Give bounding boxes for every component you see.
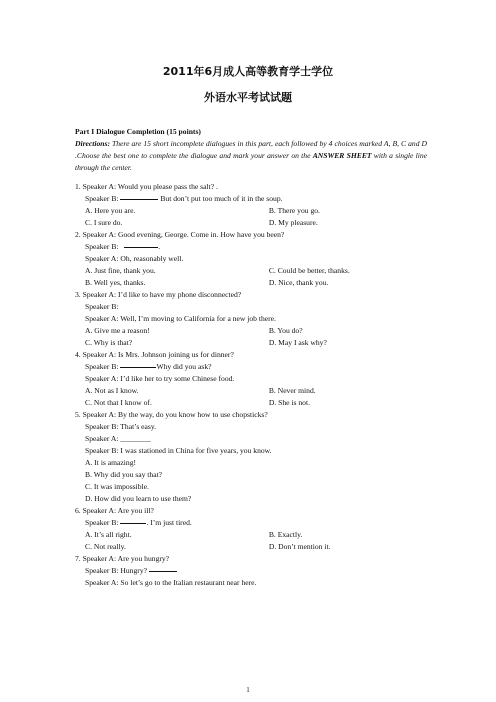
q4-speaker-a: 4. Speaker A: Is Mrs. Johnson joining us for dinner? — [75, 350, 234, 359]
option-c: C. I sure do. — [85, 218, 123, 227]
q4-options-row1 — [75, 385, 427, 397]
directions-text: There are 15 short incomplete dialogues in this part, each followed by 4 choices marked A, B, C and D .Choose the best one to complete the dialogue and mark your answer on the — [75, 139, 427, 160]
q2-speaker-a: 2. Speaker A: Good evening, George. Come in. How have you been? — [75, 230, 285, 239]
answer-blank — [149, 571, 177, 572]
q4-speaker-a2: Speaker A: I’d like her to try some Chinese food. — [85, 374, 235, 383]
option-b: B. Never mind. — [268, 386, 316, 395]
option-b: B. Why did you say that? — [85, 470, 163, 479]
q6-options-row1 — [75, 529, 427, 541]
q3-options-row2 — [75, 337, 427, 349]
option-c: C. Could be better, thanks. — [268, 266, 350, 275]
directions — [75, 138, 427, 174]
option-b: B. Exactly. — [268, 530, 303, 539]
q2-speaker-b: Speaker B: . — [85, 242, 161, 251]
q1-options-row2 — [75, 217, 427, 229]
q6-speaker-b: Speaker B: . I’m just tired. — [85, 518, 192, 527]
q3-speaker-a: 3. Speaker A: I’d like to have my phone disconnected? — [75, 290, 242, 299]
part-heading: Part I Dialogue Completion (15 points) — [75, 127, 201, 136]
option-a: A. It is amazing! — [85, 458, 137, 467]
q1-options-row1 — [75, 205, 427, 217]
q7-speaker-a2: Speaker A: So let’s go to the Italian restaurant near here. — [85, 578, 257, 587]
answer-blank — [120, 367, 156, 368]
option-a: A. Give me a reason! — [85, 326, 150, 335]
directions-end: with a single line through the center. — [75, 151, 427, 172]
q5-speaker-a: 5. Speaker A: By the way, do you know how to use chopsticks? — [75, 410, 268, 419]
q2-speaker-a2: Speaker A: Oh, reasonably well. — [85, 254, 184, 263]
option-a: A. Not as I know. — [85, 386, 139, 395]
q5-speaker-b2: Speaker B: I was stationed in China for five years, you know. — [85, 446, 272, 455]
q7-speaker-a: 7. Speaker A: Are you hungry? — [75, 554, 170, 563]
q7-speaker-b: Speaker B: Hungry? — [75, 565, 427, 577]
answer-blank — [120, 523, 146, 524]
q1-speaker-b: Speaker B: But don’t put too much of it in the soup. — [85, 194, 283, 203]
option-c: C. Why is that? — [85, 338, 133, 347]
option-d: D. Don’t mention it. — [268, 542, 331, 551]
q4-speaker-b: Speaker B: Why did you ask? — [85, 362, 212, 371]
answer-blank — [124, 247, 158, 248]
q6-speaker-a: 6. Speaker A: Are you ill? — [75, 506, 154, 515]
option-b: B. There you go. — [268, 206, 320, 215]
option-a: A. Here you are. — [85, 206, 136, 215]
q6-options-row2 — [75, 541, 427, 553]
q3-speaker-a2: Speaker A: Well, I’m moving to California for a new job there. — [85, 314, 276, 323]
option-d: D. May I ask why? — [268, 338, 327, 347]
q5-speaker-a2: Speaker A: ________ — [85, 434, 151, 443]
exam-subtitle: 外语水平考试试题 — [204, 91, 292, 104]
option-b: B. Well yes, thanks. — [85, 278, 146, 287]
option-c: C. Not really. — [85, 542, 126, 551]
q5-speaker-b: Speaker B: That’s easy. — [85, 422, 157, 431]
q1-speaker-a: 1. Speaker A: Would you please pass the salt? . — [75, 182, 218, 191]
exam-title: 2011年6月成人高等教育学士学位 — [162, 65, 334, 78]
option-d: D. How did you learn to use them? — [85, 494, 192, 503]
page-number: 1 — [246, 686, 250, 694]
option-b: B. You do? — [268, 326, 303, 335]
directions-lead: Directions: — [75, 139, 111, 148]
q2-options-row2 — [75, 277, 427, 289]
option-a: A. Just fine, thank you. — [85, 266, 156, 275]
answer-blank — [120, 199, 158, 200]
option-c: C. It was impossible. — [85, 482, 149, 491]
q3-options-row1 — [75, 325, 427, 337]
q4-options-row2 — [75, 397, 427, 409]
option-d: D. My pleasure. — [268, 218, 318, 227]
q3-speaker-b: Speaker B: — [85, 302, 119, 311]
q2-options-row1 — [75, 265, 427, 277]
option-d: D. Nice, thank you. — [268, 278, 329, 287]
exam-content — [75, 126, 427, 589]
option-d: D. She is not. — [268, 398, 310, 407]
answer-sheet-label: ANSWER SHEET — [312, 151, 372, 160]
option-a: A. It’s all right. — [85, 530, 132, 539]
option-c: C. Not that I know of. — [85, 398, 152, 407]
